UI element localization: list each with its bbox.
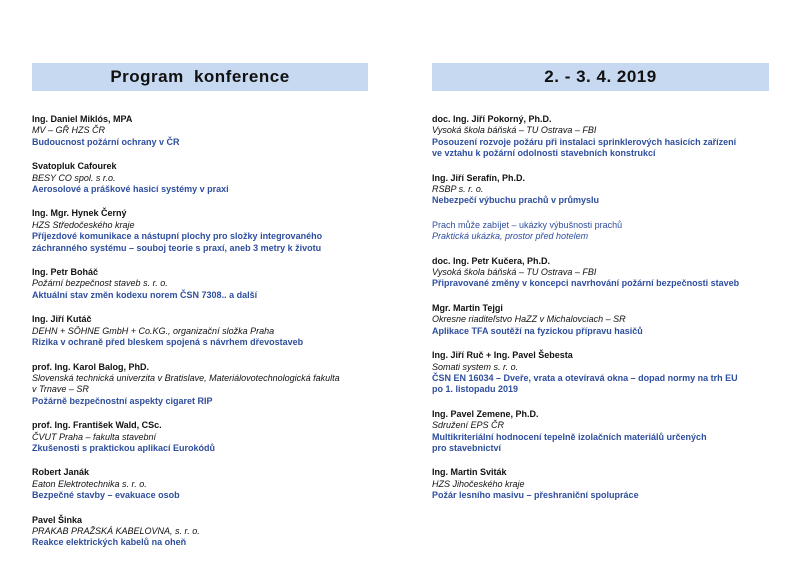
- program-title: Program konference: [110, 67, 290, 86]
- speaker-name: Ing. Jiří Kutáč: [32, 314, 92, 325]
- talk-topic: Příjezdové komunikace a nástupní plochy pro složky integrovaného: [32, 231, 323, 242]
- speaker-name: doc. Ing. Jiří Pokorný, Ph.D.: [432, 114, 552, 124]
- speaker-organization: Požární bezpečnost staveb s. r. o.: [32, 278, 168, 289]
- speaker-name: Pavel Šinka: [32, 514, 83, 525]
- talk-note: Praktická ukázka, prostor před hotelem: [432, 231, 589, 242]
- speaker-name: Svatopluk Cafourek: [32, 161, 117, 172]
- right-column: [432, 114, 777, 515]
- talk-topic: ve vztahu k požární odolnosti stavebních konstrukcí: [432, 148, 656, 159]
- speaker-organization: ČVUT Praha – fakulta stavební: [32, 431, 157, 442]
- speaker-organization: Eaton Elektrotechnika s. r. o.: [32, 478, 147, 489]
- program-entry: [32, 267, 377, 301]
- talk-topic: Požárně bezpečnostní aspekty cigaret RIP: [32, 395, 213, 406]
- left-column: [32, 114, 377, 562]
- speaker-name: Ing. Pavel Zemene, Ph.D.: [432, 408, 539, 419]
- date-banner: [432, 63, 769, 91]
- talk-topic: Aktuální stav změn kodexu norem ČSN 7308.. a další: [32, 289, 258, 300]
- program-title-banner: [32, 63, 368, 91]
- speaker-name: Ing. Mgr. Hynek Černý: [32, 208, 127, 219]
- talk-topic: Zkušenosti s praktickou aplikací Eurokódů: [32, 442, 216, 453]
- program-entry: [32, 515, 377, 549]
- talk-topic: ČSN EN 16034 – Dveře, vrata a otevíravá okna – dopad normy na trh EU: [432, 372, 738, 383]
- speaker-name: Ing. Martin Sviták: [432, 467, 507, 478]
- program-entry: [32, 467, 377, 501]
- talk-topic: Posouzení rozvoje požáru při instalaci sprinklerových hasicích zařízení: [432, 136, 737, 147]
- talk-topic: Multikriteriální hodnocení tepelně izolačních materiálů určených: [432, 431, 707, 442]
- talk-topic: pro stavebnictví: [432, 442, 502, 453]
- talk-topic: Aerosolové a práškové hasicí systémy v praxi: [32, 184, 229, 195]
- speaker-name: Robert Janák: [32, 467, 90, 478]
- speaker-name: doc. Ing. Petr Kučera, Ph.D.: [432, 255, 551, 266]
- program-entry: [432, 114, 777, 160]
- program-entry: [32, 314, 377, 348]
- speaker-organization: Slovenská technická univerzita v Bratislave, Materiálovotechnologická fakulta: [32, 372, 340, 383]
- speaker-organization: v Trnave – SR: [32, 384, 89, 395]
- conference-date: 2. - 3. 4. 2019: [544, 67, 657, 86]
- talk-topic: záchranného systému – souboj teorie s praxí, aneb 3 metry k životu: [32, 242, 322, 253]
- program-entry: [32, 420, 377, 454]
- speaker-name: prof. Ing. Karol Balog, PhD.: [32, 361, 149, 372]
- talk-topic: Prach může zabíjet – ukázky výbušnosti prachů: [432, 219, 623, 230]
- program-entry: [432, 173, 777, 207]
- speaker-organization: Vysoká škola báňská – TU Ostrava – FBI: [432, 125, 597, 136]
- program-entry: [432, 350, 777, 396]
- program-entry: [32, 161, 377, 195]
- program-entry: [432, 467, 777, 501]
- program-entry: [32, 362, 377, 408]
- talk-topic: Reakce elektrických kabelů na oheň: [32, 537, 187, 548]
- program-entry: [432, 409, 777, 455]
- program-entry: [32, 114, 377, 148]
- talk-topic: Bezpečné stavby – evakuace osob: [32, 490, 180, 501]
- talk-topic: Připravované změny v koncepci navrhování požární bezpečnosti staveb: [432, 278, 740, 289]
- talk-topic: Požár lesního masivu – přeshraniční spolupráce: [432, 490, 639, 501]
- program-entry: [432, 256, 777, 290]
- speaker-organization: MV – GŘ HZS ČR: [32, 125, 106, 136]
- speaker-organization: Vysoká škola báňská – TU Ostrava – FBI: [432, 267, 597, 278]
- talk-topic: Rizika v ochraně před bleskem spojená s návrhem dřevostaveb: [32, 337, 304, 348]
- speaker-organization: HZS Jihočeského kraje: [432, 478, 525, 489]
- talk-topic: po 1. listopadu 2019: [432, 384, 519, 395]
- talk-topic: Budoucnost požární ochrany v ČR: [32, 136, 180, 147]
- speaker-name: Mgr. Martin Tejgi: [432, 302, 503, 313]
- program-entry: [432, 220, 777, 243]
- speaker-organization: BESY CO spol. s r.o.: [32, 172, 116, 183]
- program-entry: [32, 208, 377, 254]
- speaker-organization: PRAKAB PRAŽSKÁ KABELOVNA, s. r. o.: [32, 525, 200, 536]
- program-entry: [432, 303, 777, 337]
- talk-topic: Aplikace TFA soutěží na fyzickou přípravu hasičů: [432, 325, 643, 336]
- speaker-organization: RSBP s. r. o.: [432, 184, 484, 195]
- speaker-name: Ing. Daniel Miklós, MPA: [32, 114, 133, 124]
- talk-topic: Nebezpečí výbuchu prachů v průmyslu: [432, 195, 600, 206]
- speaker-name: Ing. Petr Boháč: [32, 267, 99, 278]
- speaker-organization: Okresne riaditeľstvo HaZZ v Michalovciach – SR: [432, 314, 626, 325]
- speaker-organization: DEHN + SÖHNE GmbH + Co.KG., organizační složka Praha: [32, 325, 275, 336]
- speaker-name: Ing. Jiří Ruč + Ing. Pavel Šebesta: [432, 350, 573, 361]
- speaker-organization: HZS Středočeského kraje: [32, 219, 135, 230]
- speaker-organization: Sdružení EPS ČR: [432, 420, 505, 431]
- speaker-name: Ing. Jiří Serafín, Ph.D.: [432, 172, 526, 183]
- speaker-name: prof. Ing. František Wald, CSc.: [32, 420, 162, 431]
- speaker-organization: Somati system s. r. o.: [432, 361, 519, 372]
